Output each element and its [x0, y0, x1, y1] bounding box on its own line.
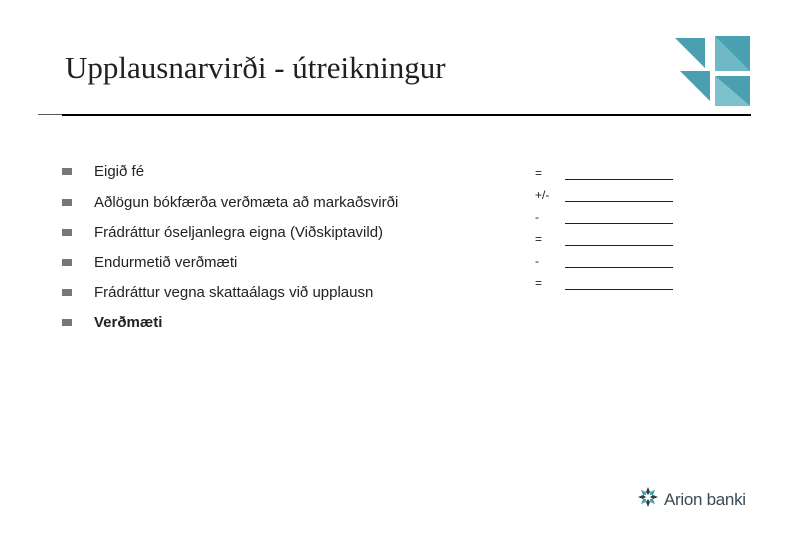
blank-line — [565, 277, 673, 290]
operator: = — [535, 166, 543, 180]
calc-row — [535, 228, 673, 246]
bullet-square-icon — [62, 229, 72, 236]
operator: - — [535, 210, 539, 224]
list-item — [62, 160, 144, 182]
bullet-square-icon — [62, 319, 72, 326]
operator: +/- — [535, 188, 550, 202]
list-item-label: Endurmetið verðmæti — [94, 253, 238, 271]
calc-row — [535, 184, 673, 202]
list-item-label: Frádráttur vegna skattaálags við upplausn — [94, 283, 374, 301]
list-item — [62, 191, 398, 213]
list-item-label: Eigið fé — [94, 162, 145, 180]
blank-line — [565, 189, 673, 202]
title-divider — [62, 114, 751, 116]
calc-row — [535, 250, 673, 268]
arion-triangles-logo-icon — [675, 36, 751, 111]
list-item — [62, 251, 237, 273]
blank-line — [565, 211, 673, 224]
brand-name: Arion banki — [664, 489, 746, 509]
list-item-label: Verðmæti — [94, 313, 163, 331]
operator: = — [535, 276, 543, 290]
list-item — [62, 311, 162, 333]
bullet-square-icon — [62, 168, 72, 175]
bullet-square-icon — [62, 259, 72, 266]
calc-row — [535, 162, 673, 180]
bullet-square-icon — [62, 289, 72, 296]
blank-line — [565, 255, 673, 268]
operator: = — [535, 232, 543, 246]
bullet-square-icon — [62, 199, 72, 206]
operator: - — [535, 254, 539, 268]
slide-title: Upplausnarvirði - útreikningur — [65, 50, 446, 85]
list-item-label: Aðlögun bókfærða verðmæta að markaðsvirði — [94, 193, 399, 211]
list-item — [62, 221, 383, 243]
blank-line — [565, 167, 673, 180]
calc-row — [535, 272, 673, 290]
list-item — [62, 281, 373, 303]
list-item-label: Frádráttur óseljanlegra eigna (Viðskiptavild) — [94, 223, 384, 241]
brand-logo — [638, 487, 746, 512]
blank-line — [565, 233, 673, 246]
title-divider-left — [38, 114, 62, 115]
arion-snowflake-icon — [638, 487, 658, 512]
calc-row — [535, 206, 673, 224]
